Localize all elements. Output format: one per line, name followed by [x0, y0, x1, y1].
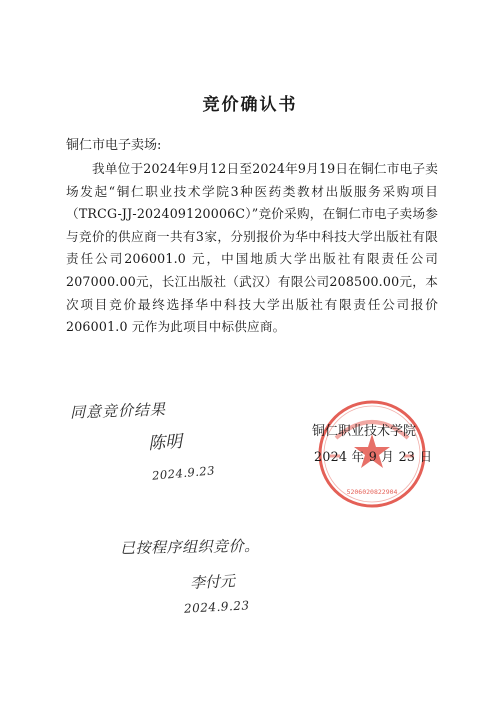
- signer-date: 2024 年 9 月 23 日: [314, 449, 433, 464]
- signer-organization: 铜仁职业技术学院: [312, 424, 417, 439]
- handwritten-note-procedure: 已按程序组织竞价。: [119, 536, 260, 558]
- body-paragraph: 我单位于2024年9月12日至2024年9月19日在铜仁市电子卖场发起“铜仁职业技术学院3种医药类教材出版服务采购项目（TRCG-JJ-202409120006C）”竞价采购，在铜仁市电子卖场参与竞价的供应商一共有3家，分别报价为华中科技大学出版社有限责任公司206001.0 元，中国地质大学出版社有限责任公司207000.00元，长江出版社（武汉）有限公司208500.00元，本次项目竞价最终选择华中科技大学出版社有限责任公司报价206001.0 元作为此项目中标供应商。: [66, 161, 438, 335]
- salutation: 铜仁市电子卖场:: [66, 138, 162, 153]
- handwritten-signature-1: 陈明: [147, 431, 183, 455]
- handwritten-signature-2: 李付元: [189, 571, 236, 593]
- document-title: 竞价确认书: [202, 95, 298, 115]
- handwritten-date-2: 2024.9.23: [183, 598, 250, 616]
- handwritten-note-approval: 同意竞价结果: [69, 400, 167, 422]
- seal-number: 5206020822904: [346, 488, 398, 496]
- handwritten-date-1: 2024.9.23: [151, 463, 216, 483]
